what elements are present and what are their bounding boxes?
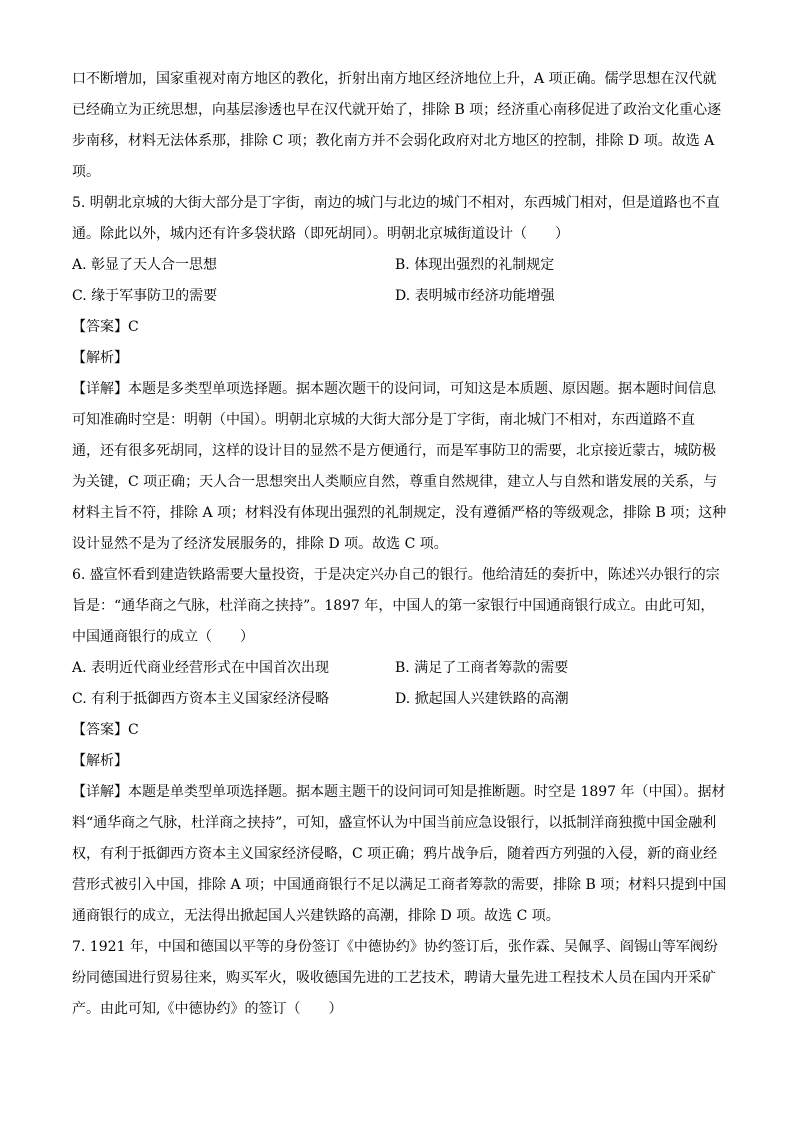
detail-line: 营形式被引入中国，排除 A 项；中国通商银行不足以满足工商者筹款的需要，排除 B 项；材料只提到中国 xyxy=(72,877,727,893)
detail-line: 权，有利于抵御西方资本主义国家经济侵略，C 项正确；鸦片战争后，随着西方列强的入侵，新的商业经 xyxy=(72,846,718,862)
detail-line: 【详解】本题是单类型单项选择题。据本题主题干的设问词可知是推断题。时空是 1897 年（中国）。据材 xyxy=(72,784,726,800)
detail-line: 【详解】本题是多类型单项选择题。据本题次题干的设问词，可知这是本质题、原因题。据本题时间信息 xyxy=(72,381,716,397)
question-6 xyxy=(72,560,727,932)
question-5 xyxy=(72,188,727,560)
paragraph-q4-analysis xyxy=(72,64,724,188)
detail-line: 通商银行的成立，无法得出掀起国人兴建铁路的高潮，排除 D 项。故选 C 项。 xyxy=(72,908,560,924)
question-stem-line: 7. 1921 年，中国和德国以平等的身份签订《中德协约》协约签订后，张作霖、吴佩孚、阎锡山等军阀纷 xyxy=(72,939,718,955)
option-a: A. 表明近代商业经营形式在中国首次出现 xyxy=(72,660,330,676)
question-stem-line: 旨是：“通华商之气脉，杜洋商之挟持”。1897 年，中国人的第一家银行中国通商银行成立。由此可知， xyxy=(72,598,715,614)
options-row xyxy=(72,281,724,312)
analysis-label: 【解析】 xyxy=(72,350,128,366)
option-d: D. 表明城市经济功能增强 xyxy=(395,288,555,304)
question-stem-line: 6. 盛宣怀看到建造铁路需要大量投资，于是决定兴办自己的银行。他给清廷的奏折中，陈述兴办银行的宗 xyxy=(72,567,720,583)
option-b: B. 体现出强烈的礼制规定 xyxy=(395,257,555,273)
text-line: 项。 xyxy=(72,164,100,180)
document-page xyxy=(72,64,727,1025)
option-c: C. 缘于军事防卫的需要 xyxy=(72,288,218,304)
options-row xyxy=(72,250,724,281)
analysis-label: 【解析】 xyxy=(72,753,128,769)
text-line: 口不断增加，国家重视对南方地区的教化，折射出南方地区经济地位上升，A 项正确。儒学思想在汉代就 xyxy=(72,71,717,87)
answer-label: 【答案】C xyxy=(72,319,139,335)
text-line: 已经确立为正统思想，向基层渗透也早在汉代就开始了，排除 B 项；经济重心南移促进了政治文化重心逐 xyxy=(72,102,722,118)
options-row xyxy=(72,653,724,684)
options-row xyxy=(72,684,724,715)
detail-line: 通，还有很多死胡同，这样的设计目的显然不是方便通行，而是军事防卫的需要，北京接近蒙古，城防极 xyxy=(72,443,716,459)
question-stem-line: 5. 明朝北京城的大街大部分是丁字街，南边的城门与北边的城门不相对，东西城门相对，但是道路也不直 xyxy=(72,195,720,211)
question-stem-line: 产。由此可知,《中德协约》的签订（ ） xyxy=(72,1001,343,1017)
detail-line: 材料主旨不符，排除 A 项；材料没有体现出强烈的礼制规定，没有遵循严格的等级观念，排除 B 项；这种 xyxy=(72,505,727,521)
option-a: A. 彰显了天人合一思想 xyxy=(72,257,218,273)
detail-line: 料“通华商之气脉，杜洋商之挟持”，可知，盛宣怀认为中国当前应急设银行，以抵制洋商独揽中国金融利 xyxy=(72,815,717,831)
question-stem-line: 通。除此以外，城内还有许多袋状路（即死胡同）。明朝北京城街道设计（ ） xyxy=(72,226,569,242)
option-d: D. 掀起国人兴建铁路的高潮 xyxy=(395,691,569,707)
question-stem-line: 纷同德国进行贸易往来，购买军火，吸收德国先进的工艺技术，聘请大量先进工程技术人员在国内开采矿 xyxy=(72,970,716,986)
detail-line: 设计显然不是为了经济发展服务的，排除 D 项。故选 C 项。 xyxy=(72,536,448,552)
detail-line: 可知准确时空是：明朝（中国）。明朝北京城的大街大部分是丁字街，南北城门不相对，东西道路不直 xyxy=(72,412,695,428)
text-line: 步南移，材料无法体系那，排除 C 项；教化南方并不会弱化政府对北方地区的控制，排除 D 项。故选 A xyxy=(72,133,715,149)
option-b: B. 满足了工商者筹款的需要 xyxy=(395,660,569,676)
option-c: C. 有利于抵御西方资本主义国家经济侵略 xyxy=(72,691,330,707)
question-7 xyxy=(72,932,724,1025)
question-stem-line: 中国通商银行的成立（ ） xyxy=(72,629,254,645)
answer-label: 【答案】C xyxy=(72,722,139,738)
detail-line: 为关键，C 项正确；天人合一思想突出人类顺应自然，尊重自然规律，建立人与自然和谐发展的关系，与 xyxy=(72,474,718,490)
